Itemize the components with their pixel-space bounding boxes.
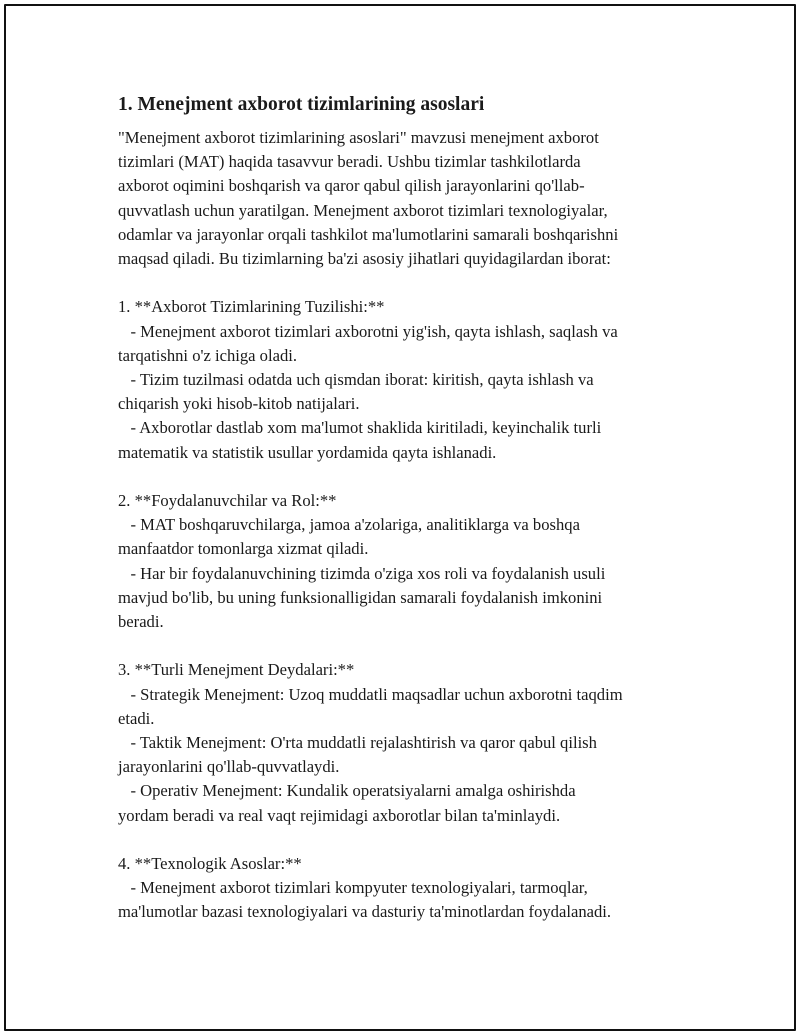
section-heading: 3. **Turli Menejment Deydalari:** xyxy=(118,660,355,680)
paragraph-gap xyxy=(118,828,693,852)
text-line: jarayonlarini qo'llab-quvvatlaydi. xyxy=(118,757,340,777)
text-line: - Har bir foydalanuvchining tizimda o'ziga xos roli va foydalanish usuli xyxy=(118,563,606,583)
text-line: - Axborotlar dastlab xom ma'lumot shaklida kiritiladi, keyinchalik turli xyxy=(118,418,602,438)
text-line: axborot oqimini boshqarish va qaror qabul qilish jarayonlarini qo'llab- xyxy=(118,176,585,196)
text-line: - Taktik Menejment: O'rta muddatli rejalashtirish va qaror qabul qilish xyxy=(118,733,597,753)
text-line: - Operativ Menejment: Kundalik operatsiyalarni amalga oshirishda xyxy=(118,781,576,801)
text-line: yordam beradi va real vaqt rejimidagi axborotlar bilan ta'minlaydi. xyxy=(118,805,561,825)
text-line: ma'lumotlar bazasi texnologiyalari va dasturiy ta'minotlardan foydalanadi. xyxy=(118,902,612,922)
text-line: - Tizim tuzilmasi odatda uch qismdan iborat: kiritish, qayta ishlash va xyxy=(118,370,594,390)
text-line: mavjud bo'lib, bu uning funksionalligidan samarali foydalanish imkonini xyxy=(118,587,603,607)
paragraph-gap xyxy=(118,634,693,658)
section-technology xyxy=(118,852,693,925)
text-line: - Menejment axborot tizimlari kompyuter texnologiyalari, tarmoqlar, xyxy=(118,878,588,898)
text-line: - MAT boshqaruvchilarga, jamoa a'zolariga, analitiklarga va boshqa xyxy=(118,515,580,535)
section-heading: 4. **Texnologik Asoslar:** xyxy=(118,854,302,874)
text-line: maqsad qiladi. Bu tizimlarning ba'zi asosiy jihatlari quyidagilardan iborat: xyxy=(118,249,611,269)
text-line: odamlar va jarayonlar orqali tashkilot ma'lumotlarini samarali boshqarishni xyxy=(118,224,619,244)
text-line: "Menejment axborot tizimlarining asoslari" mavzusi menejment axborot xyxy=(118,128,599,147)
section-users xyxy=(118,489,693,634)
text-line: chiqarish yoki hisob-kitob natijalari. xyxy=(118,394,360,414)
text-line: matematik va statistik usullar yordamida qayta ishlanadi. xyxy=(118,442,497,462)
intro-paragraph xyxy=(118,126,693,271)
document-title: 1. Menejment axborot tizimlarining asoslari xyxy=(118,94,485,115)
text-line: tizimlari (MAT) haqida tasavvur beradi. Ushbu tizimlar tashkilotlarda xyxy=(118,152,581,172)
paragraph-gap xyxy=(118,465,693,489)
section-structure xyxy=(118,295,693,464)
paragraph-gap xyxy=(118,271,693,295)
section-heading: 1. **Axborot Tizimlarining Tuzilishi:** xyxy=(118,297,385,317)
text-line: etadi. xyxy=(118,708,155,728)
text-line: beradi. xyxy=(118,612,164,632)
document-body xyxy=(118,92,693,925)
text-line: quvvatlash uchun yaratilgan. Menejment axborot tizimlari texnologiyalar, xyxy=(118,200,608,220)
section-management-levels xyxy=(118,658,693,827)
section-heading: 2. **Foydalanuvchilar va Rol:** xyxy=(118,491,337,511)
text-line: manfaatdor tomonlarga xizmat qiladi. xyxy=(118,539,369,559)
text-line: - Strategik Menejment: Uzoq muddatli maqsadlar uchun axborotni taqdim xyxy=(118,684,623,704)
text-line: - Menejment axborot tizimlari axborotni yig'ish, qayta ishlash, saqlash va xyxy=(118,321,618,341)
text-line: tarqatishni o'z ichiga oladi. xyxy=(118,345,298,365)
